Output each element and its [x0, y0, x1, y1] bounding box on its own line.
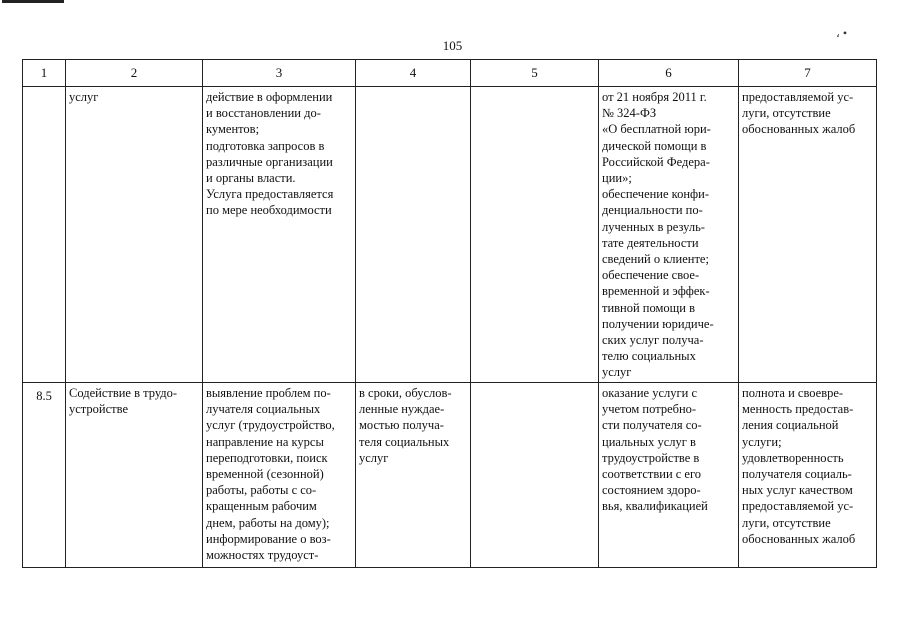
services-table: [22, 59, 877, 568]
service-name: Содействие в трудо- устройстве: [66, 383, 203, 568]
row-number: [23, 87, 66, 383]
service-term: [356, 87, 471, 383]
table-row: [23, 87, 877, 383]
table-row: [23, 383, 877, 568]
header-col-6: 6: [599, 60, 739, 87]
top-edge-mark: [2, 0, 64, 3]
service-indicators: полнота и своевре- менность предостав- ления социальной услуги; удовлетворенность получателя социаль- ных услуг качеством предоставляемой ус- луги, отсутствие обоснованных жалоб: [739, 383, 877, 568]
row-number: 8.5: [23, 383, 66, 568]
service-content: выявление проблем по- лучателя социальных услуг (трудоустройство, направление на курсы переподготовки, поиск временной (сезонной) работы, работы с со- кращенным рабочим днем, работы на дому); информирование о воз- можностях трудоуст-: [203, 383, 356, 568]
corner-marks: ، •: [836, 26, 848, 40]
header-col-2: 2: [66, 60, 203, 87]
header-col-1: 1: [23, 60, 66, 87]
header-col-7: 7: [739, 60, 877, 87]
header-row: [23, 60, 877, 87]
service-conditions: оказание услуги с учетом потребно- сти получателя со- циальных услуг в трудоустройстве в соответствии с его состоянием здоро- вья, квалификацией: [599, 383, 739, 568]
service-term: в сроки, обуслов- ленные нуждае- мостью получа- теля социальных услуг: [356, 383, 471, 568]
service-name: услуг: [66, 87, 203, 383]
service-conditions: от 21 ноября 2011 г. № 324-ФЗ «О бесплатной юри- дической помощи в Российской Федера- ции»; обеспечение конфи- денциальности по- лученных в резуль- тате деятельности сведений о клиенте; обеспечение свое- временной и эффек- тивной помощи в получении юридиче- ских услуг получа- телю социальных услуг: [599, 87, 739, 383]
service-col5: [471, 383, 599, 568]
page-number: 105: [442, 38, 463, 53]
service-col5: [471, 87, 599, 383]
service-indicators: предоставляемой ус- луги, отсутствие обоснованных жалоб: [739, 87, 877, 383]
service-content: действие в оформлении и восстановлении до- кументов; подготовка запросов в различные организации и органы власти. Услуга предоставляется по мере необходимости: [203, 87, 356, 383]
header-col-4: 4: [356, 60, 471, 87]
header-col-3: 3: [203, 60, 356, 87]
header-col-5: 5: [471, 60, 599, 87]
